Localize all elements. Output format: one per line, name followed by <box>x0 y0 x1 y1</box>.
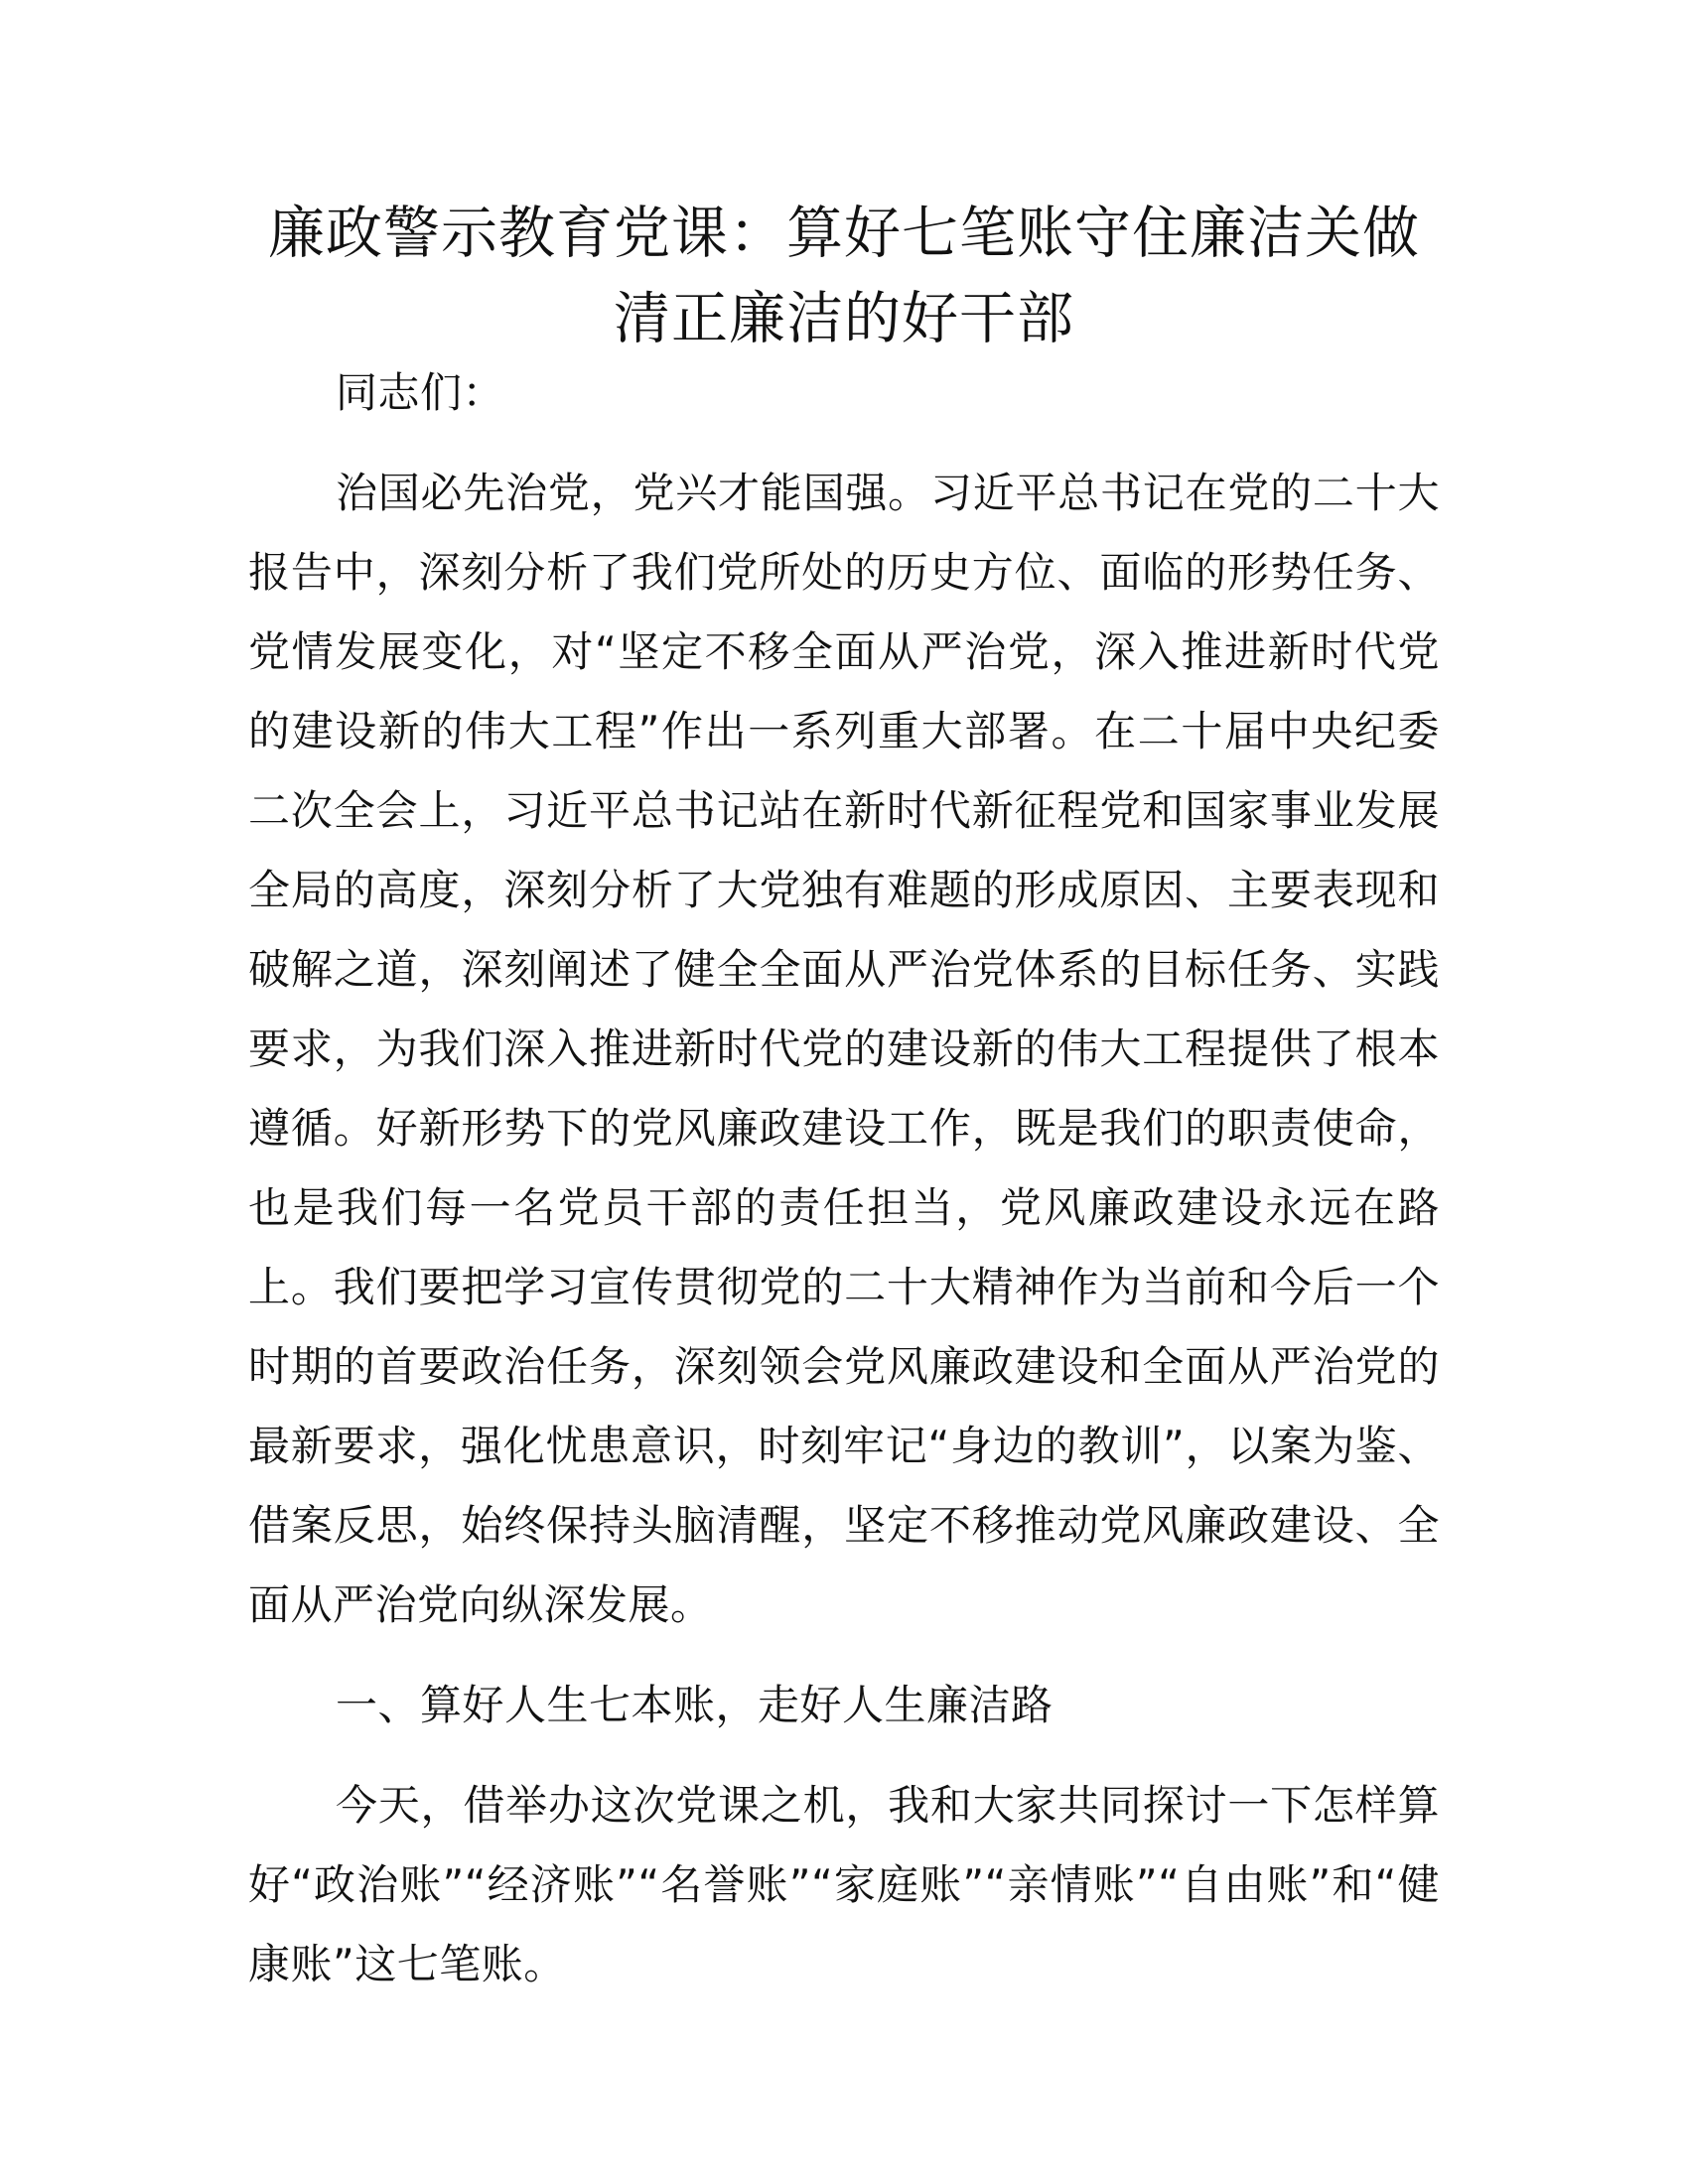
salutation: 同志们： <box>336 368 505 417</box>
body-paragraph: 治国必先治党，党兴才能国强。习近平总书记在党的二十大报告中，深刻分析了我们党所处的历史方位、面临的形势任务、党情发展变化，对“坚定不移全面从严治党，深入推进新时代党的建设新的伟大工程”作出一系列重大部署。在二十届中央纪委二次全会上，习近平总书记站在新时代新征程党和国家事业发展全局的高度，深刻分析了大党独有难题的形成原因、主要表现和破解之道，深刻阐述了健全全面从严治党体系的目标任务、实践要求，为我们深入推进新时代党的建设新的伟大工程提供了根本遵循。好新形势下的党风廉政建设工作，既是我们的职责使命，也是我们每一名党员干部的责任担当，党风廉政建设永远在路上。我们要把学习宣传贯彻党的二十大精神作为当前和今后一个时期的首要政治任务，深刻领会党风廉政建设和全面从严治党的最新要求，强化忧患意识，时刻牢记“身边的教训”，以案为鉴、借案反思，始终保持头脑清醒，坚定不移推动党风廉政建设、全面从严治党向纵深发展。 <box>248 469 1440 1629</box>
body-paragraph: 今天，借举办这次党课之机，我和大家共同探讨一下怎样算好“政治账”“经济账”“名誉账”“家庭账”“亲情账”“自由账”和“健康账”这七笔账。 <box>248 1781 1440 1988</box>
document-body <box>248 353 1440 2025</box>
document-title: 廉政警示教育党课：算好七笔账守住廉洁关做清正廉洁的好干部 <box>268 201 1420 351</box>
section-heading: 一、算好人生七本账，走好人生廉洁路 <box>336 1681 1054 1729</box>
